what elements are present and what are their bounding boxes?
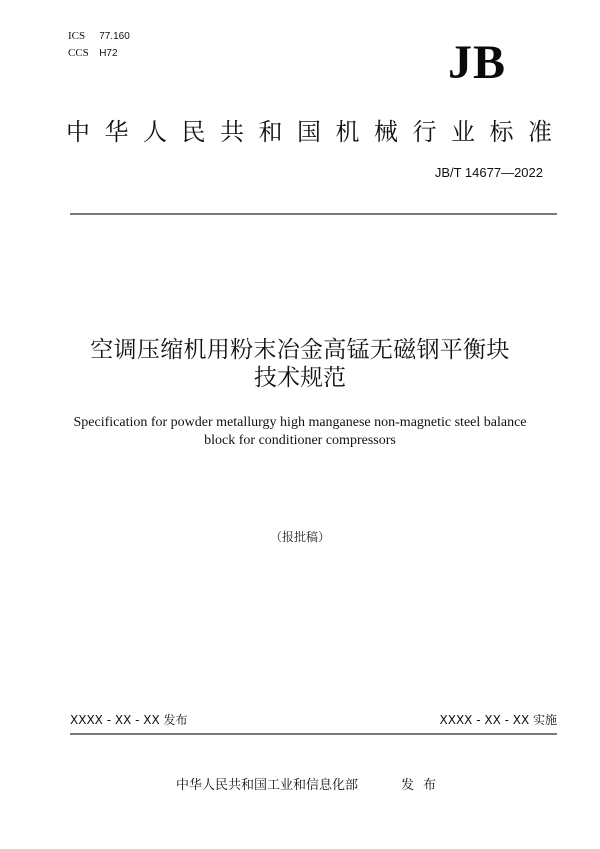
ccs-value: H72 — [99, 48, 118, 59]
top-divider — [70, 213, 557, 215]
bottom-divider — [70, 733, 557, 735]
ccs-label: CCS — [68, 47, 89, 59]
ccs-code — [68, 45, 130, 62]
ics-code — [68, 28, 130, 45]
standard-category-title: 中华人民共和国机械行业标准 — [66, 118, 567, 146]
ics-label: ICS — [68, 30, 86, 42]
standard-number: JB/T 14677—2022 — [434, 165, 543, 180]
draft-status: （报批稿） — [269, 530, 330, 544]
implementation-date: XXXX - XX - XX 实施 — [439, 713, 557, 727]
ics-value: 77.160 — [99, 31, 130, 42]
english-title-line-1: Specification for powder metallurgy high manganese non-magnetic steel balance — [73, 415, 527, 430]
chinese-title-line-1: 空调压缩机用粉末冶金高锰无磁钢平衡块 — [90, 337, 510, 363]
issue-action: 发布 — [401, 778, 446, 793]
classification-codes — [68, 28, 130, 62]
issuing-authority: 中华人民共和国工业和信息化部 — [176, 778, 359, 793]
jb-logo: JB — [448, 36, 507, 89]
issue-date: XXXX - XX - XX 发布 — [70, 713, 188, 727]
chinese-title-line-2: 技术规范 — [254, 365, 346, 391]
english-title-line-2: block for conditioner compressors — [204, 433, 396, 448]
